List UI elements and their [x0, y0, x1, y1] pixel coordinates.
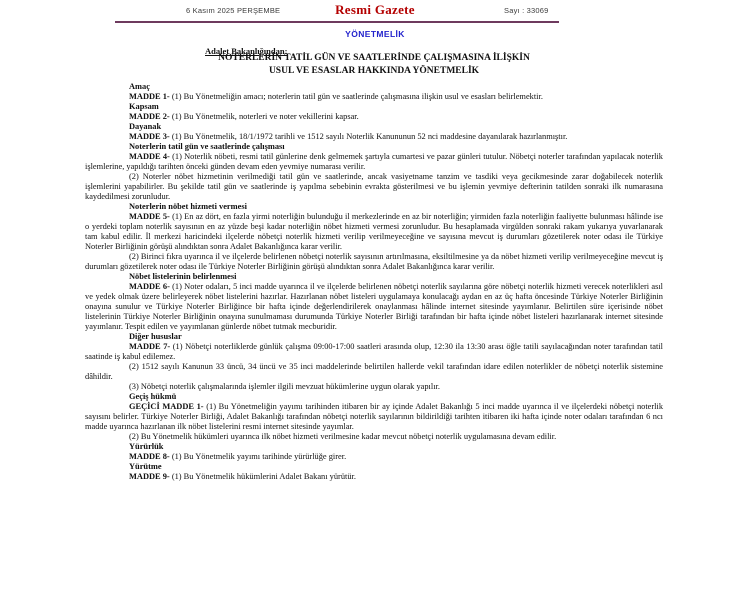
section-heading: Noterlerin nöbet hizmeti vermesi: [129, 202, 247, 211]
section-heading: Yürütme: [129, 462, 162, 471]
section-heading: Diğer hususlar: [129, 332, 182, 341]
issuer-label: Adalet Bakanlığından:: [205, 46, 288, 56]
masthead-date: 6 Kasım 2025 PERŞEMBE: [186, 6, 281, 15]
article-paragraph: MADDE 4- (1) Noterlik nöbeti, resmi tatil günlerine denk gelmemek şartıyla cumartesi ve pazar günleri tutulur. Nöbetçi noterler tarafından yapılacak noterlik işlemlerine, yapıldığı tarihten önceki günden devam eden yevmiye numarası verilir.: [85, 152, 663, 171]
article-paragraph: (3) Nöbetçi noterlik çalışmalarında işlemler ilgili mevzuat hükümlerine uygun olarak yapılır.: [129, 382, 440, 391]
article-paragraph: MADDE 7- (1) Nöbetçi noterliklerde günlük çalışma 09:00-17:00 saatleri arasında olup, 12:30 ila 13:30 arası öğle tatili sayılacağından noter tarafından tatil saatinde iş kabul edilemez.: [85, 342, 663, 361]
article-paragraph: MADDE 3- (1) Bu Yönetmelik, 18/1/1972 tarihli ve 1512 sayılı Noterlik Kanununun 52 nci maddesine dayanılarak hazırlanmıştır.: [129, 132, 568, 141]
article-number: MADDE 7-: [129, 342, 171, 351]
section-heading: Geçiş hükmü: [129, 392, 177, 401]
article-paragraph: (2) Bu Yönetmelik hükümleri uyarınca ilk nöbet hizmeti verilmesine kadar mevcut nöbetçi noterlik uygulamasına devam edilir.: [129, 432, 557, 441]
article-paragraph: MADDE 5- (1) En az dört, en fazla yirmi noterliğin bulunduğu il merkezlerinde en az bir noterliğin; yirmiden fazla noterliğin faaliyette bulunması hâlinde ise o yerdeki toplam noterlik sayısının en az yüzde beşi kadar noterliğin nöbet hizmeti vermesi zorunludur. Bu hesaplamada virgülden sonraki rakam yukarıya yuvarlanarak tam kabul edilir. İl merkezi haricindeki ilçelerde nöbetçi noterlik hizmeti verilip verilmeyeceğine ve sayısına mevcut iş durumları gözetilerek noter odası ile Türkiye Noterler Birliğinin görüşü alındıktan sonra Adalet Bakanlığınca karar verilir.: [85, 212, 663, 251]
article-number: MADDE 2-: [129, 112, 170, 121]
article-paragraph: MADDE 8- (1) Bu Yönetmelik yayımı tarihinde yürürlüğe girer.: [129, 452, 347, 461]
gazette-title: Resmi Gazete: [335, 2, 415, 17]
article-number: MADDE 3-: [129, 132, 170, 141]
article-number: MADDE 4-: [129, 152, 170, 161]
section-heading: Yürürlük: [129, 442, 164, 451]
masthead-rule: [115, 21, 559, 23]
article-number: MADDE 6-: [129, 282, 170, 291]
article-paragraph: (2) Birinci fıkra uyarınca il ve ilçelerde belirlenen nöbetçi noterlik sayısının artırılmasına, eksiltilmesine ya da nöbet hizmeti verilip verilmeyeceğine mevcut iş durumları gözetilerek noter odası ile Türkiye Noterler Birliğinin görüşü alındıktan sonra Adalet Bakanlığınca karar verilir.: [85, 252, 663, 271]
article-paragraph: (2) Noterler nöbet hizmetinin verilmediği tatil gün ve saatlerinde, ancak vasiyetname tanzim ve tasdiki veya gecikmesinde zarar doğabilecek noterlik işlemlerini yapabilirler. Bu şekilde tatil gün ve saatlerinde iş yapılma sebebinin evrakta gösterilmesi ve bu işlemin yevmiye defterinin tatilden sonraki ilk numarasına kaydedilmesi zorunludur.: [85, 172, 663, 201]
article-number: MADDE 9-: [129, 472, 170, 481]
article-number: GEÇİCİ MADDE 1-: [129, 402, 204, 411]
article-paragraph: (2) 1512 sayılı Kanunun 33 üncü, 34 üncü ve 35 inci maddelerinde belirtilen hallerde vekil tarafından idare edilen noterlikler de nöbetçi noterlik sistemine dâhildir.: [85, 362, 663, 381]
section-heading: Nöbet listelerinin belirlenmesi: [129, 272, 237, 281]
document-title-line2: USUL VE ESASLAR HAKKINDA YÖNETMELİK: [268, 66, 480, 76]
issue-number: Sayı : 33069: [504, 6, 549, 15]
section-heading: Noterlerin tatil gün ve saatlerinde çalışması: [129, 142, 285, 151]
issuer-row: [205, 41, 663, 56]
article-number: MADDE 8-: [129, 452, 170, 461]
section-heading: Kapsam: [129, 102, 159, 111]
section-heading: Dayanak: [129, 122, 162, 131]
document: [85, 41, 663, 482]
article-paragraph: MADDE 9- (1) Bu Yönetmelik hükümlerini Adalet Bakanı yürütür.: [129, 472, 356, 481]
section-label: YÖNETMELİK: [345, 29, 405, 39]
document-body: [85, 82, 663, 482]
article-paragraph: MADDE 2- (1) Bu Yönetmelik, noterleri ve noter vekillerini kapsar.: [129, 112, 359, 121]
article-paragraph: GEÇİCİ MADDE 1- (1) Bu Yönetmeliğin yayımı tarihinden itibaren bir ay içinde Adalet Bakanlığı 5 inci madde uyarınca il ve ilçelerdeki nöbetçi noterlik sayısını belirler. Türkiye Noterler Birliği, Adalet Bakanlığı tarafından nöbetçi noterlik sayılarının bildirildiği tarihten itibaren iki hafta içinde noter odaları tarafından 6 ncı madde uyarınca hazırlanan ilk nöbet listelerini resmi internet sitesinde yayımlar.: [85, 402, 664, 431]
article-number: MADDE 5-: [129, 212, 170, 221]
article-number: MADDE 1-: [129, 92, 170, 101]
section-heading: Amaç: [129, 82, 150, 91]
document-title-line1: NOTERLERİN TATİL GÜN VE SAATLERİNDE ÇALIŞMASINA İLİŞKİN: [218, 53, 530, 63]
article-paragraph: MADDE 1- (1) Bu Yönetmeliğin amacı; noterlerin tatil gün ve saatlerinde çalışmasına ilişkin usul ve esasları belirlemektir.: [129, 92, 543, 101]
article-paragraph: MADDE 6- (1) Noter odaları, 5 inci madde uyarınca il ve ilçelerde belirlenen nöbetçi noterlik sayılarına göre nöbetçi noterlik hizmeti verecek noterlikleri asıl ve yedek olmak üzere belirleyerek nöbet listelerini hazırlar. Hazırlanan nöbet listeleri uygulamaya konulacağı aydan en az üç hafta öncesinde Türkiye Noterler Birliğinin onayına sunulur ve Türkiye Noterler Birliğince bir hafta içinde değerlendirilerek onaylanması hâlinde internet sitesinde yayımlanır. Belirtilen süre içerisinde nöbet listelerinin Türkiye Noterler Birliğinin onayına sunulmaması durumunda Türkiye Noterler Birliği tarafından bir hafta içinde nöbet listeleri hazırlanarak internet sitesinde yayımlanır. Tespit edilen ve yayımlanan günlerde nöbet tutmak mecburidir.: [85, 282, 663, 331]
